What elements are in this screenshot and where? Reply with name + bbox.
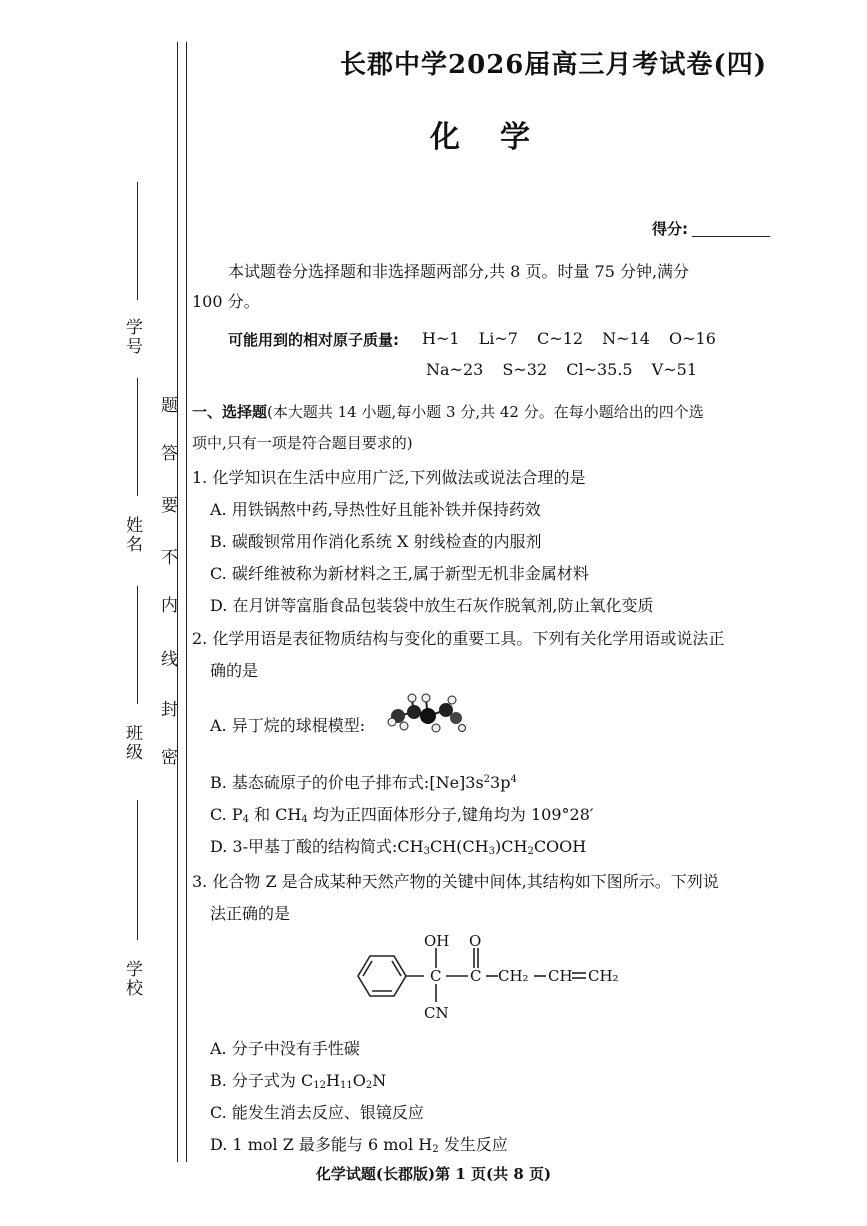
q3-b-sub: 12: [313, 1080, 326, 1091]
q3-b-text: B. 分子式为 C: [210, 1071, 314, 1090]
q2-d-text-4: COOH: [533, 837, 587, 856]
q3-b-text-4: N: [372, 1071, 387, 1090]
q2-d-sub-3: 2: [527, 846, 534, 857]
q1-option-b: B. 碳酸钡常用作消化系统 X 射线检查的内服剂: [210, 532, 542, 551]
ch2-label: CH₂: [498, 967, 529, 985]
q2-d-text: D. 3-甲基丁酸的结构简式:CH: [210, 837, 424, 856]
terminal-ch2-label: CH₂: [588, 967, 619, 985]
q1-option-c: C. 碳纤维被称为新材料之王,属于新型无机非金属材料: [210, 564, 589, 583]
class-label: 班级: [122, 724, 142, 762]
intro-line-1: 本试题卷分选择题和非选择题两部分,共 8 页。时量 75 分钟,满分: [228, 262, 690, 281]
q2-c-sub: 4: [242, 814, 249, 825]
seal-char: 封: [157, 700, 177, 719]
section-description-2: 项中,只有一项是符合题目要求的): [192, 434, 413, 452]
q2-option-c: [210, 802, 594, 825]
seal-char: 线: [157, 650, 177, 669]
q2-d-text-2: CH(CH: [429, 837, 489, 856]
q2-c-text-2: 和 CH: [248, 805, 302, 824]
ch-label: CH: [548, 967, 573, 985]
q1-option-d: D. 在月饼等富脂食品包装袋中放生石灰作脱氧剂,防止氧化变质: [210, 596, 654, 615]
seal-char: 内: [157, 596, 177, 615]
atomic-mass-row-1: H~1 Li~7 C~12 N~14 O~16: [422, 329, 716, 348]
q2-d-sub-2: 3: [488, 846, 495, 857]
carbonyl-o-label: O: [469, 932, 482, 950]
q2-d-text-3: )CH: [495, 837, 528, 856]
section-description: (本大题共 14 小题,每小题 3 分,共 42 分。在每小题给出的四个选: [267, 403, 704, 421]
score-blank[interactable]: [692, 236, 770, 237]
school-label: 学校: [122, 960, 142, 998]
question-2-stem-1: 2. 化学用语是表征物质结构与变化的重要工具。下列有关化学用语或说法正: [192, 629, 725, 648]
name-label: 姓名: [122, 516, 142, 554]
q2-c-text-3: 均为正四面体形分子,键角均为 109°28′: [307, 805, 594, 824]
question-1-stem: 1. 化学知识在生活中应用广泛,下列做法或说法合理的是: [192, 468, 586, 487]
student-id-label: 学号: [122, 318, 142, 356]
q1-option-a: A. 用铁锅熬中药,导热性好且能补铁并保持药效: [210, 500, 541, 519]
subject-title: 化学: [430, 120, 570, 155]
isobutane-ball-stick-model: [384, 688, 466, 740]
q3-option-b: [210, 1068, 386, 1091]
exam-title: 长郡中学2026届高三月考试卷(四): [340, 50, 767, 80]
q2-option-a: A. 异丁烷的球棍模型:: [210, 716, 366, 735]
score-label: 得分:: [652, 220, 688, 238]
q2-option-d: [210, 834, 586, 857]
q2-c-text: C. P: [210, 805, 243, 824]
q3-option-d: [210, 1132, 508, 1155]
q2-b-sup-2: 4: [510, 774, 517, 785]
q3-d-text-2: 发生反应: [438, 1135, 508, 1154]
carbonyl-c-label: C: [470, 967, 482, 985]
binding-line-right: [186, 42, 187, 1162]
q2-c-sub-2: 4: [301, 814, 308, 825]
q3-option-a: A. 分子中没有手性碳: [210, 1039, 360, 1058]
question-2-stem-2: 确的是: [210, 661, 259, 680]
school-blank[interactable]: [137, 800, 138, 940]
question-3-stem-2: 法正确的是: [210, 904, 291, 923]
seal-char: 答: [157, 444, 177, 463]
seal-char: 题: [157, 396, 177, 415]
section-title: 一、选择题: [192, 403, 268, 421]
page-footer: 化学试题(长郡版)第 1 页(共 8 页): [315, 1165, 552, 1183]
seal-char: 不: [157, 548, 177, 567]
chiral-c-label: C: [430, 967, 442, 985]
seal-char: 要: [157, 496, 177, 515]
atomic-mass-row-2: Na~23 S~32 Cl~35.5 V~51: [426, 360, 697, 379]
hydroxyl-label: OH: [424, 932, 450, 950]
name-blank[interactable]: [137, 378, 138, 496]
section-heading: [192, 401, 704, 422]
seal-char: 密: [157, 748, 177, 767]
q3-b-sub-2: 11: [339, 1080, 353, 1091]
atomic-mass-label: 可能用到的相对原子质量:: [228, 331, 399, 349]
question-3-stem-1: 3. 化合物 Z 是合成某种天然产物的关键中间体,其结构如下图所示。下列说: [192, 872, 719, 891]
q3-b-sub-3: 2: [365, 1080, 373, 1091]
q2-d-sub: 3: [423, 846, 430, 857]
q3-d-text: D. 1 mol Z 最多能与 6 mol H: [210, 1135, 433, 1154]
student-id-blank[interactable]: [137, 182, 138, 300]
q3-d-sub: 2: [432, 1144, 439, 1155]
q2-option-b: [210, 770, 517, 793]
class-blank[interactable]: [137, 586, 138, 704]
nitrile-label: CN: [424, 1004, 449, 1022]
q2-b-text: B. 基态硫原子的价电子排布式:[Ne]3s: [210, 773, 484, 792]
intro-line-2: 100 分。: [192, 292, 260, 311]
q3-b-text-3: O: [352, 1071, 366, 1090]
q3-b-text-2: H: [326, 1071, 340, 1090]
compound-z-structure: [350, 930, 640, 1022]
q2-b-text-2: 3p: [490, 773, 511, 792]
q2-b-sup: 2: [483, 774, 491, 785]
q3-option-c: C. 能发生消去反应、银镜反应: [210, 1103, 424, 1122]
